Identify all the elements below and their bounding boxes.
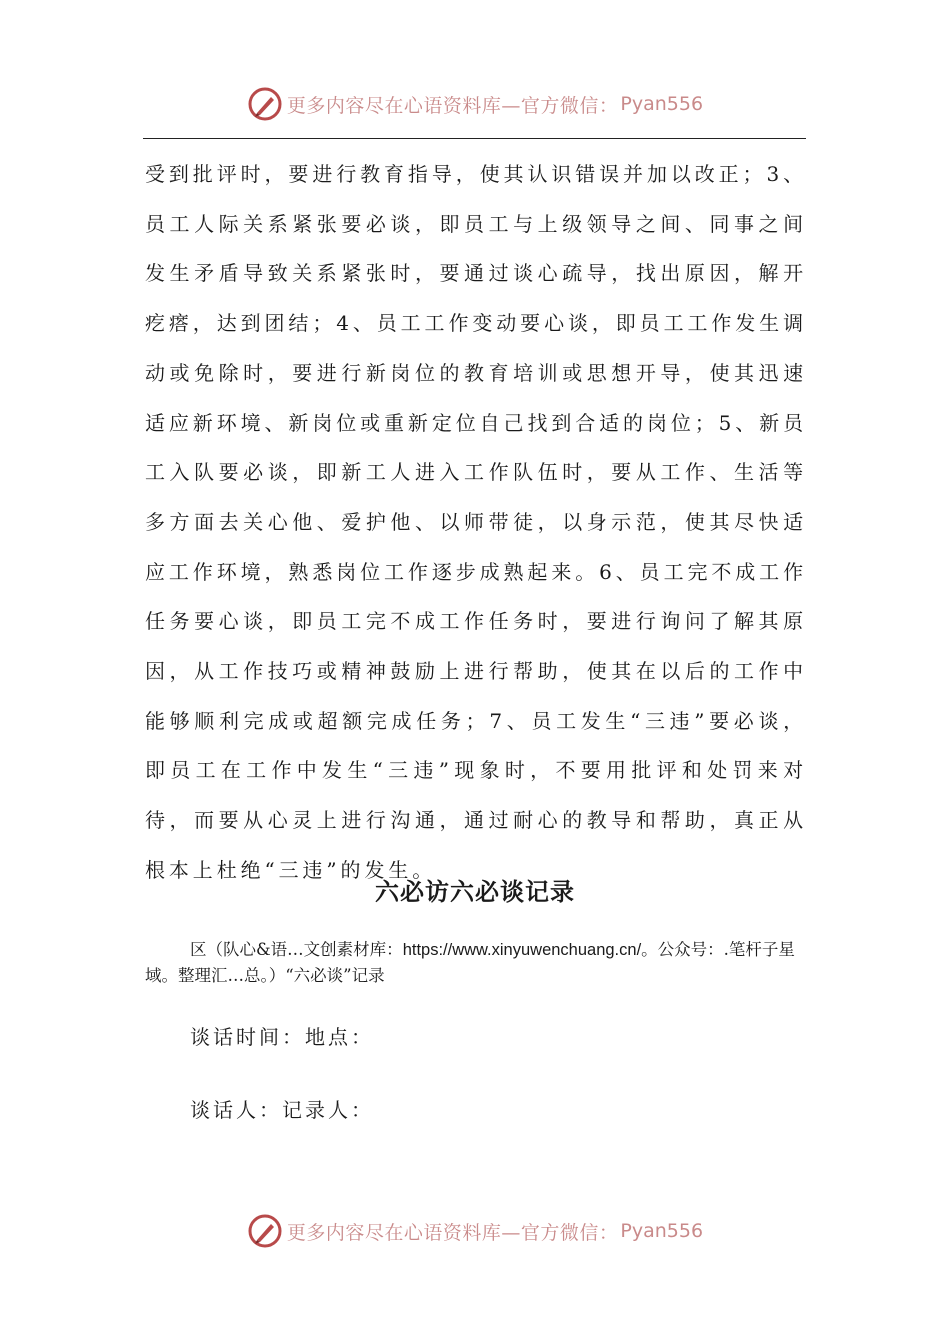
pen-circle-logo-icon	[247, 1213, 283, 1249]
footer-banner-text: 更多内容尽在心语资料库—官方微信：	[286, 1221, 619, 1244]
footer-banner	[0, 1211, 950, 1251]
section-title: 六必访六必谈记录	[375, 877, 575, 906]
header-rule	[143, 138, 806, 139]
banner-id: Pyan556	[620, 93, 704, 115]
pen-circle-logo-icon	[247, 86, 283, 122]
footer-banner-id: Pyan556	[620, 1220, 704, 1242]
body-paragraph: 受到批评时，要进行教育指导，使其认识错误并加以改正；3、员工人际关系紧张要必谈，即员工与上级领导之间、同事之间发生矛盾导致关系紧张时，要通过谈心疏导，找出原因，解开疙瘩，达到团结；4、员工工作变动要心谈，即员工工作发生调动或免除时，要进行新岗位的教育培训或思想开导，使其迅速适应新环境、新岗位或重新定位自己找到合适的岗位；5、新员工入队要必谈，即新工人进入工作队伍时，要从工作、生活等多方面去关心他、爱护他、以师带徒，以身示范，使其尽快适应工作环境，熟悉岗位工作逐步成熟起来。6、员工完不成工作任务要心谈，即员工完不成工作任务时，要进行询问了解其原因，从工作技巧或精神鼓励上进行帮助，使其在以后的工作中能够顺利完成或超额完成任务；7、员工发生“三违”要必谈，即员工在工作中发生“三违”现象时，不要用批评和处罚来对待，而要从心灵上进行沟通，通过耐心的教导和帮助，真正从根本上杜绝“三违”的发生。	[145, 162, 807, 882]
source-prefix: 区（队心&语…文创素材库：	[190, 940, 403, 959]
field-time-location: 谈话时间：地点：	[190, 1025, 374, 1049]
field-speaker-recorder: 谈话人：记录人：	[190, 1098, 374, 1122]
header-banner	[0, 84, 950, 124]
source-suffix: 。公众号：.笔杆子星域。整理汇…总。）“六必谈”记录	[145, 940, 795, 985]
banner-text: 更多内容尽在心语资料库—官方微信：	[286, 94, 619, 117]
source-url: https://www.xinyuwenchuang.cn/	[402, 941, 642, 959]
source-line	[145, 937, 805, 988]
